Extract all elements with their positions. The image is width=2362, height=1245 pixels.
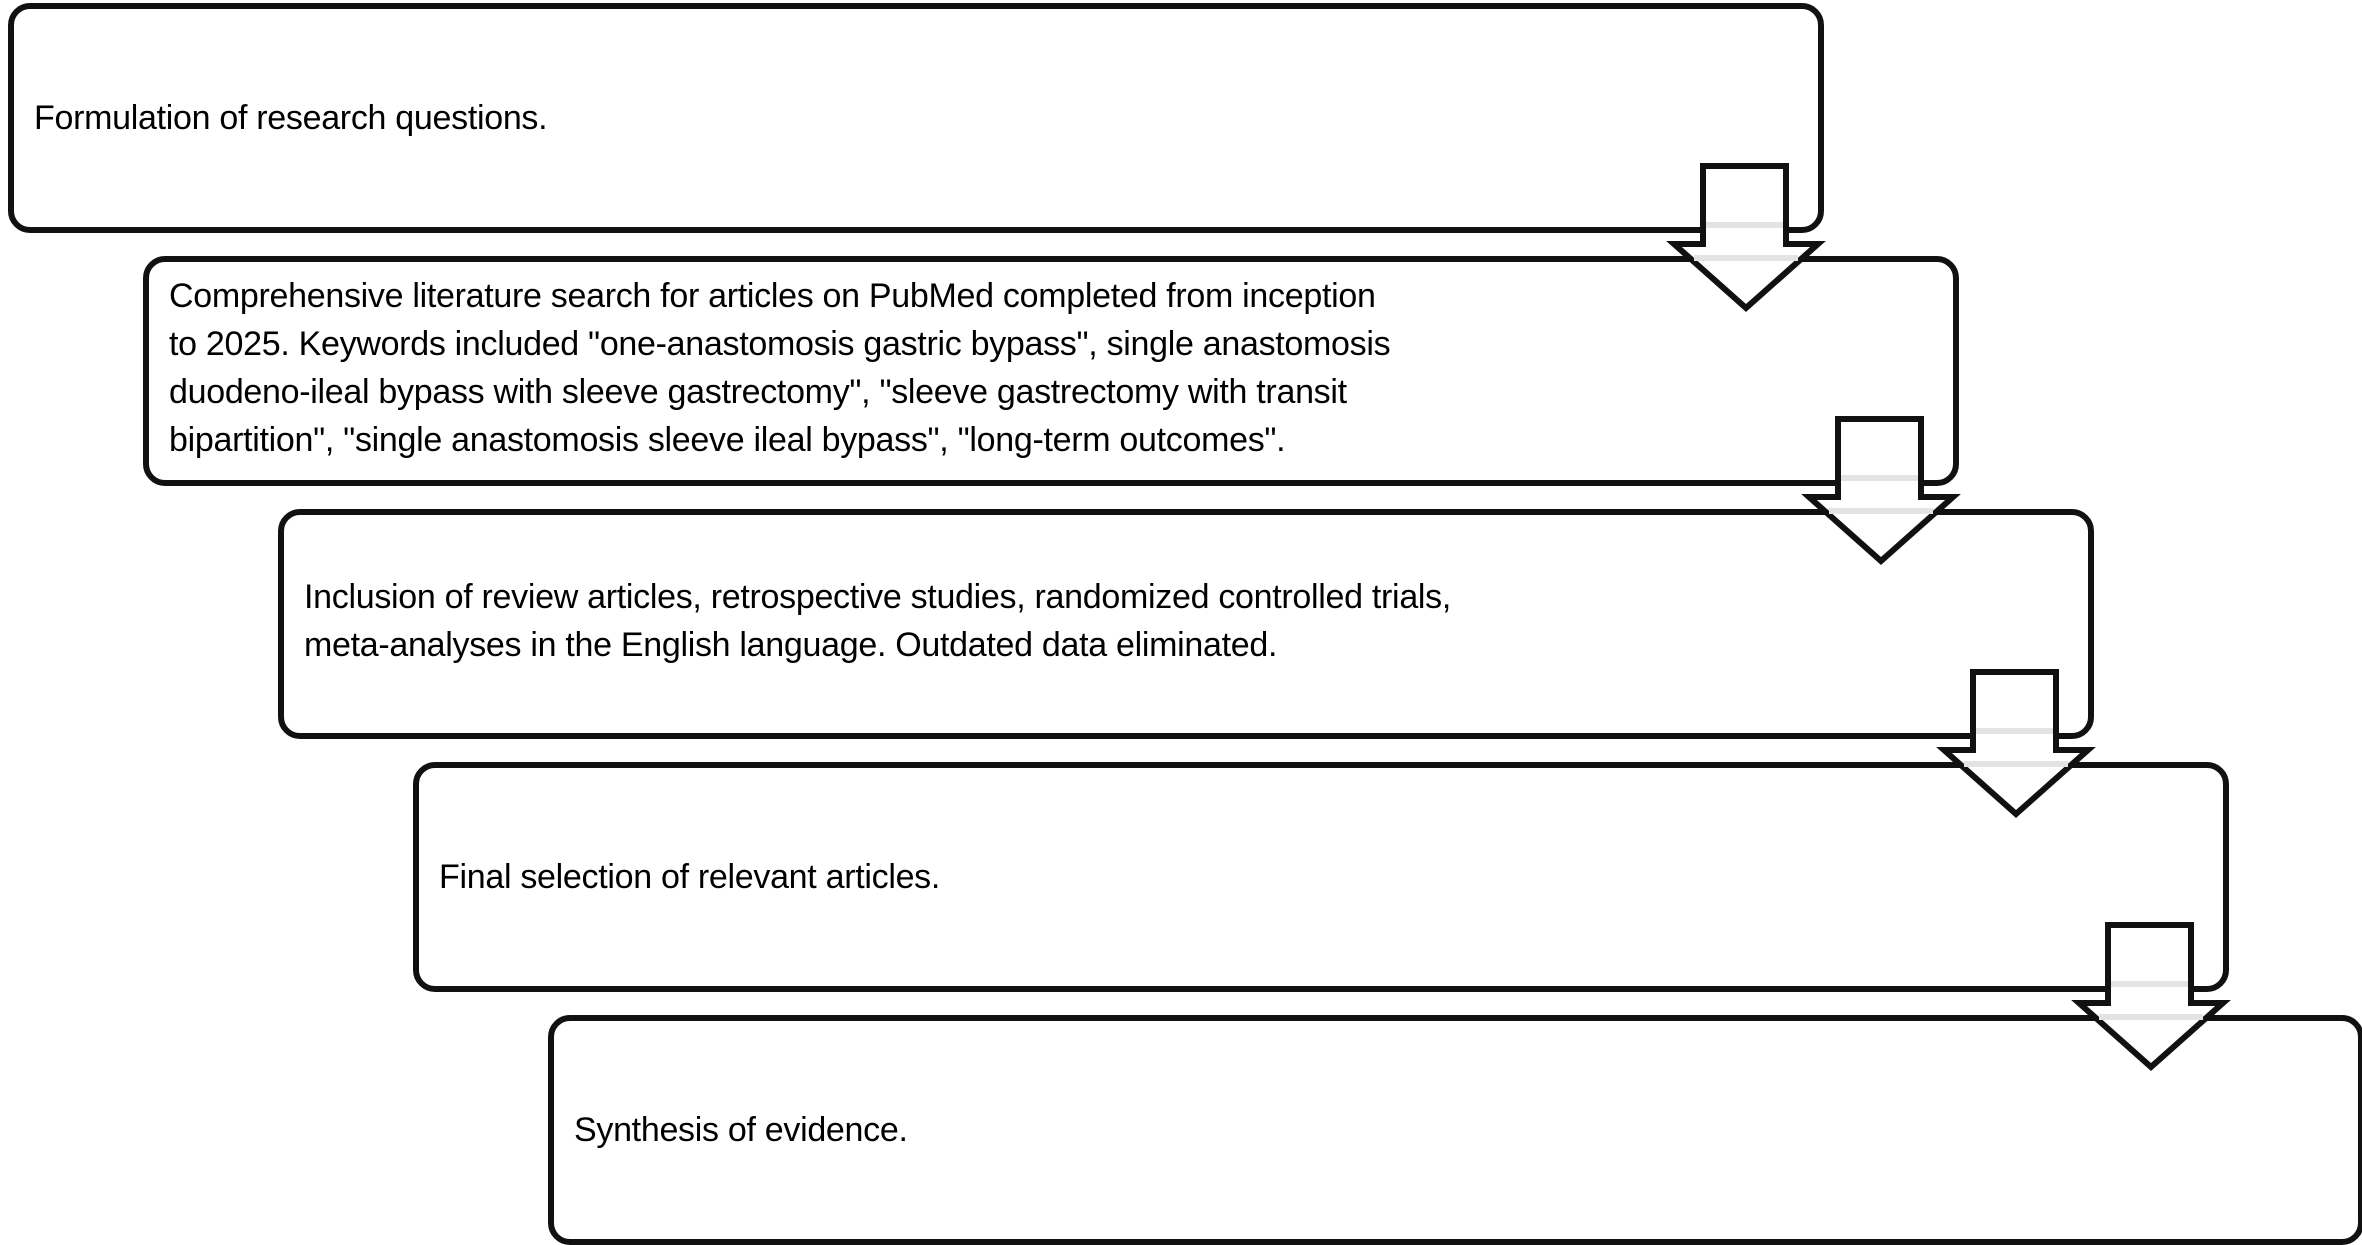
down-arrow-icon <box>1801 416 1961 566</box>
step-3-text: Inclusion of review articles, retrospective studies, randomized controlled trials, meta-analyses in the English language. Outdated data eliminated. <box>304 578 1452 664</box>
step-5-text: Synthesis of evidence. <box>574 1111 908 1149</box>
down-arrow-icon <box>2071 922 2231 1072</box>
step-1-text: Formulation of research questions. <box>34 99 548 137</box>
step-2-text: Comprehensive literature search for articles on PubMed completed from inception to 2025. Keywords included "one-anastomosis gastric bypass", single anastomosis duodeno-ileal bypass with sleeve gastrectomy", "sleeve gastrectomy with transit bipartition", "single anastomosis sleeve ileal bypass", "long-term outcomes". <box>169 277 1391 459</box>
down-arrow-icon <box>1936 669 2096 819</box>
step-4-text: Final selection of relevant articles. <box>439 858 941 896</box>
step-1-box <box>8 3 1824 233</box>
down-arrow-icon <box>1666 163 1826 313</box>
